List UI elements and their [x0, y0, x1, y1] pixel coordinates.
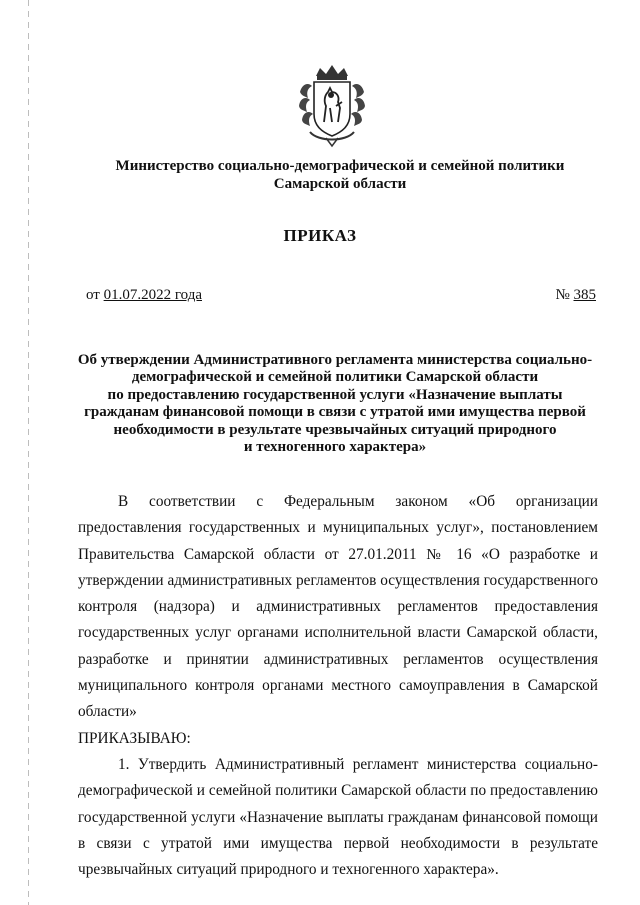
document-subject	[70, 352, 600, 456]
document-number: 385	[573, 287, 596, 303]
order-item-1: 1. Утвердить Административный регламент министерства социально-демографической и семейной политики Самарской области по предоставлению государственной услуги «Назначение выплаты гражданам финансовой помощи в связи с утратой ими имущества первой необходимости в результате чрезвычайных ситуаций природного и техногенного характера».	[78, 755, 598, 879]
document-date-line	[86, 287, 202, 304]
subject-line: Об утверждении Административного регламента министерства социально-	[77, 352, 593, 368]
ministry-name-line-1: Министерство социально-демографической и семейной политики	[115, 158, 565, 174]
document-body	[78, 489, 598, 883]
subject-line: гражданам финансовой помощи в связи с утратой ими имущества первой	[84, 404, 586, 421]
document-type-title: ПРИКАЗ	[283, 226, 357, 245]
ministry-name	[60, 157, 620, 193]
samara-coat-of-arms-emblem	[296, 62, 368, 148]
document-number-line	[555, 287, 596, 304]
document-date: 01.07.2022 года	[103, 287, 202, 303]
date-prefix: от	[86, 287, 100, 303]
subject-line: демографической и семейной политики Самарской области	[131, 369, 539, 386]
number-prefix: №	[555, 287, 570, 303]
subject-line: необходимости в результате чрезвычайных ситуаций природного	[113, 421, 557, 438]
ministry-name-line-2: Самарской области	[273, 176, 407, 192]
subject-line: по предоставлению государственной услуги «Назначение выплаты	[107, 386, 563, 403]
preamble-paragraph: В соответствии с Федеральным законом «Об организации предоставления государственных и муниципальных услуг», постановлением Правительства Самарской области от 27.01.2011 № 16 «О разработке и утверждении административных регламентов осуществления государственного контроля (надзора) и административных регламентов предоставления государственных услуг органами исполнительной власти Самарской области, разработке и принятии административных регламентов осуществления муниципального контроля органами местного самоуправления в Самарской области»	[78, 493, 598, 721]
scan-edge-line	[28, 0, 29, 905]
order-word: ПРИКАЗЫВАЮ:	[78, 729, 191, 747]
subject-line: и техногенного характера»	[243, 439, 427, 456]
